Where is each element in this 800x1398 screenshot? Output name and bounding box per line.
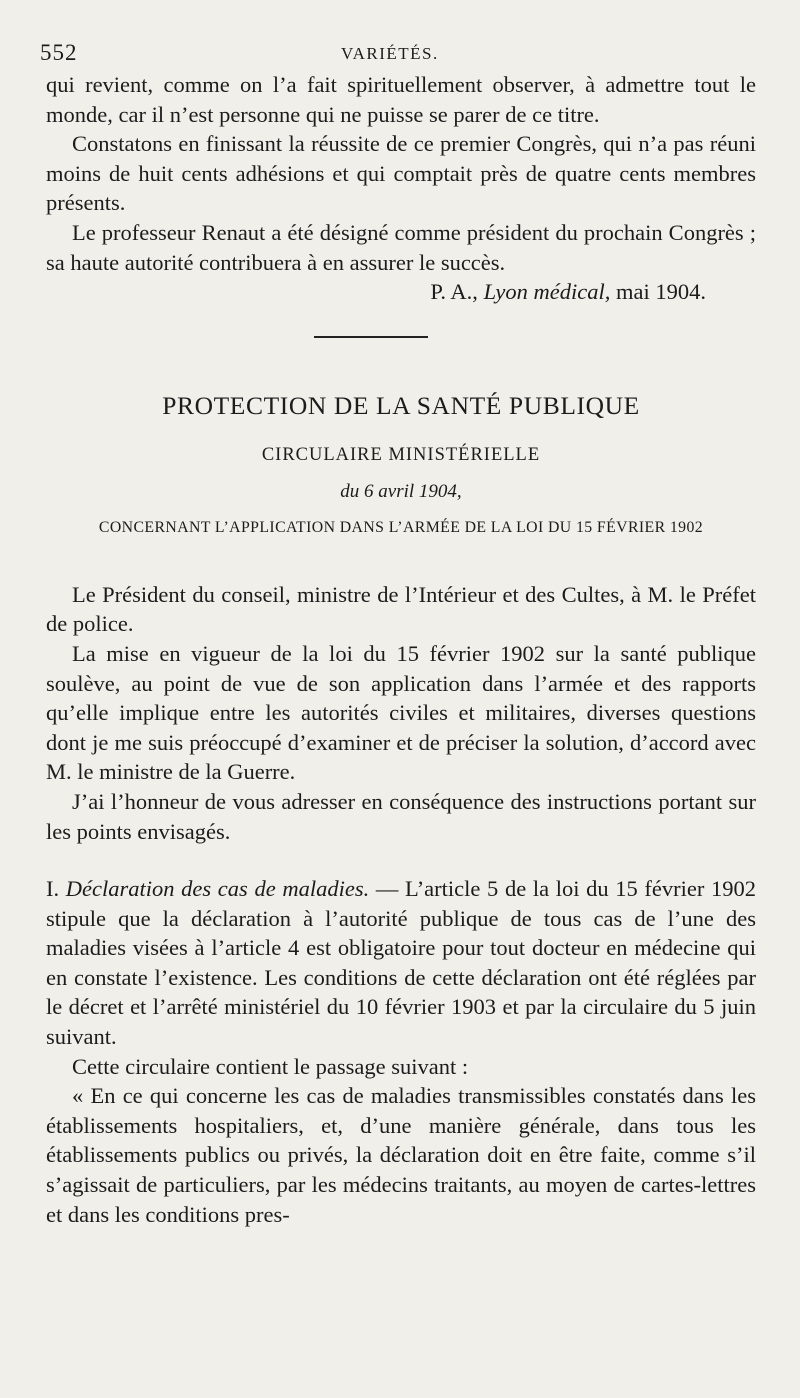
signature-date: mai 1904.: [616, 279, 706, 305]
declaration-text: L’article 5 de la loi du 15 février 1902 stipule que la déclaration à l’autorité publique de tous cas de l’une des maladies visées à l’article 4 est obligatoire pour tout docteur en médecine qui en constate l’existence. Les conditions de cette déclaration ont été réglées par le décret et l’arrêté ministériel du 10 février 1903 et par la circulaire du 5 juin suivant.: [46, 876, 757, 1050]
body-paragraph-2: La mise en vigueur de la loi du 15 février 1902 sur la santé publique soulève, au point de vue de son application dans l’armée et des rapports qu’elle implique entre les autorités civiles et militaires, diverses questions dont je me suis préoccupé d’examiner et de préciser la solution, d’accord avec M. le ministre de la Guerre.: [46, 640, 756, 785]
running-title: VARIÉTÉS.: [341, 44, 439, 63]
declaration-heading: Déclaration des cas de maladies.: [65, 876, 370, 902]
circular-subject: CONCERNANT L’APPLICATION DANS L’ARMÉE DE LA LOI DU 15 FÉVRIER 1902: [98, 518, 704, 536]
page-number: 552: [40, 40, 78, 65]
declaration-number: I.: [46, 876, 60, 902]
signature-author: P. A.,: [430, 279, 478, 305]
closing-paragraph-1: Cette circulaire contient le passage suivant :: [72, 1053, 469, 1079]
circular-date: du 6 avril 1904,: [340, 480, 462, 502]
intro-paragraph-2: Constatons en finissant la réussite de ce premier Congrès, qui n’a pas réuni moins de huit cents adhésions et qui comptait près de quatre cents membres présents.: [46, 131, 756, 216]
intro-paragraph-1: qui revient, comme on l’a fait spirituellement observer, à admettre tout le monde, car il n’est personne qui ne puisse se parer de ce titre.: [46, 72, 756, 127]
closing-paragraph-2: « En ce qui concerne les cas de maladies transmissibles constatés dans les établissements hospitaliers, et, d’une manière générale, dans tous les établissements publics ou privés, la déclaration doit en être faite, comme s’il s’agissait de particuliers, par les médecins traitants, au moyen de cartes-lettres et dans les conditions pres-: [46, 1083, 756, 1227]
declaration-paragraph: [46, 874, 756, 1052]
body-paragraph-3: J’ai l’honneur de vous adresser en conséquence des instructions portant sur les points envisagés.: [46, 788, 756, 844]
section-divider: [314, 336, 428, 338]
intro-paragraph-3: Le professeur Renaut a été désigné comme président du prochain Congrès ; sa haute autorité contribuera à en assurer le succès.: [46, 219, 756, 275]
section-title: PROTECTION DE LA SANTÉ PUBLIQUE: [162, 390, 640, 420]
signature-source: Lyon médical,: [483, 279, 611, 305]
body-paragraph-1: Le Président du conseil, ministre de l’Intérieur et des Cultes, à M. le Préfet de police.: [46, 581, 756, 637]
running-header: [40, 30, 756, 70]
declaration-dash: —: [369, 876, 406, 902]
signature-line: [46, 277, 756, 307]
section-subtitle: CIRCULAIRE MINISTÉRIELLE: [261, 444, 541, 465]
book-page: [40, 30, 757, 1229]
